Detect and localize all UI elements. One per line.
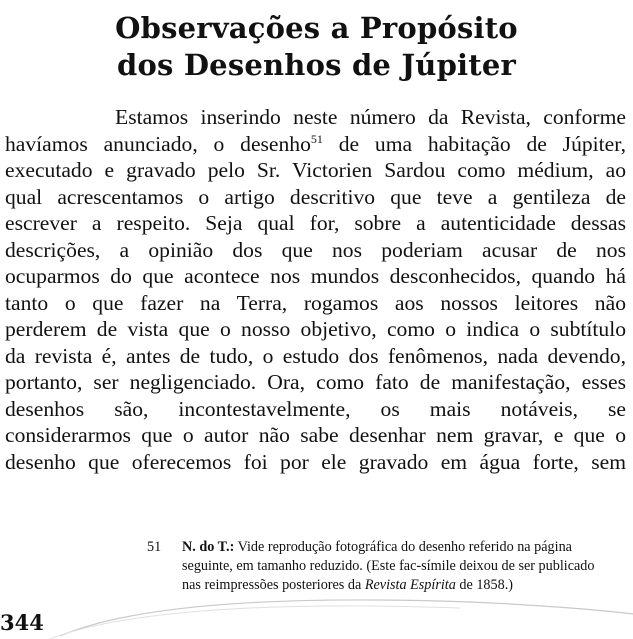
body-line: Estamos inserindo neste número da Revista, conforme [115,105,626,129]
body-line-part: havíamos anunciado, o desenho [5,131,311,156]
footnote-line-text: nas reimpressões posteriores da [182,577,362,593]
footnote-line-text: de 1858.) [459,577,513,593]
body-line: ocuparmos do que acontece nos mundos desconhecidos, quando há [5,264,626,288]
page-number: 344 [0,610,44,635]
page-decoration-curve [0,596,633,639]
body-line-with-footnote [5,131,626,158]
body-line: qual acrescentamos o artigo descritivo que teve a gentileza de [5,184,626,209]
footnote-text [182,538,627,595]
footnote-line-text: Vide reprodução fotográfica do desenho referido na página [237,539,572,555]
body-line: considerarmos que o autor não sabe desenhar nem gravar, e que o [5,423,626,447]
body-line-part: de uma habitação de Júpiter, [338,131,626,156]
body-line: perderem de vista que o nosso objetivo, como o indica o subtítulo [5,317,626,341]
body-line: desenhos são, incontestavelmente, os mais notáveis, se [5,396,626,421]
body-text [5,104,626,475]
body-line: da revista é, antes de tudo, o estudo dos fenômenos, nada devendo, [5,343,626,368]
footnote-line [182,576,627,595]
footnote-line [182,538,627,557]
footnote-number: 51 [147,539,162,555]
body-line: tanto o que fazer na Terra, rogamos aos nossos leitores não [5,290,626,315]
page-title [0,10,633,84]
footnote-label: N. do T.: [182,539,235,555]
body-line: desenho que oferecemos foi por ele gravado em água forte, sem [5,449,626,474]
footnote-italic-title: Revista Espírita [364,577,456,593]
title-line-2: dos Desenhos de Júpiter [116,48,516,82]
footnote-line: seguinte, em tamanho reduzido. (Este fac-símile deixou de ser publicado [182,558,595,574]
body-line: executado e gravado pelo Sr. Victorien Sardou como médium, ao [5,158,626,182]
title-line-1: Observações a Propósito [115,11,518,45]
body-line: descrições, a opinião dos que nos poderiam acusar de nos [5,237,626,262]
footnote-reference[interactable]: 51 [310,131,323,146]
body-line: portanto, ser negligenciado. Ora, como fato de manifestação, esses [5,370,626,394]
body-line: escrever a respeito. Seja qual for, sobre a autenticidade dessas [5,211,626,235]
